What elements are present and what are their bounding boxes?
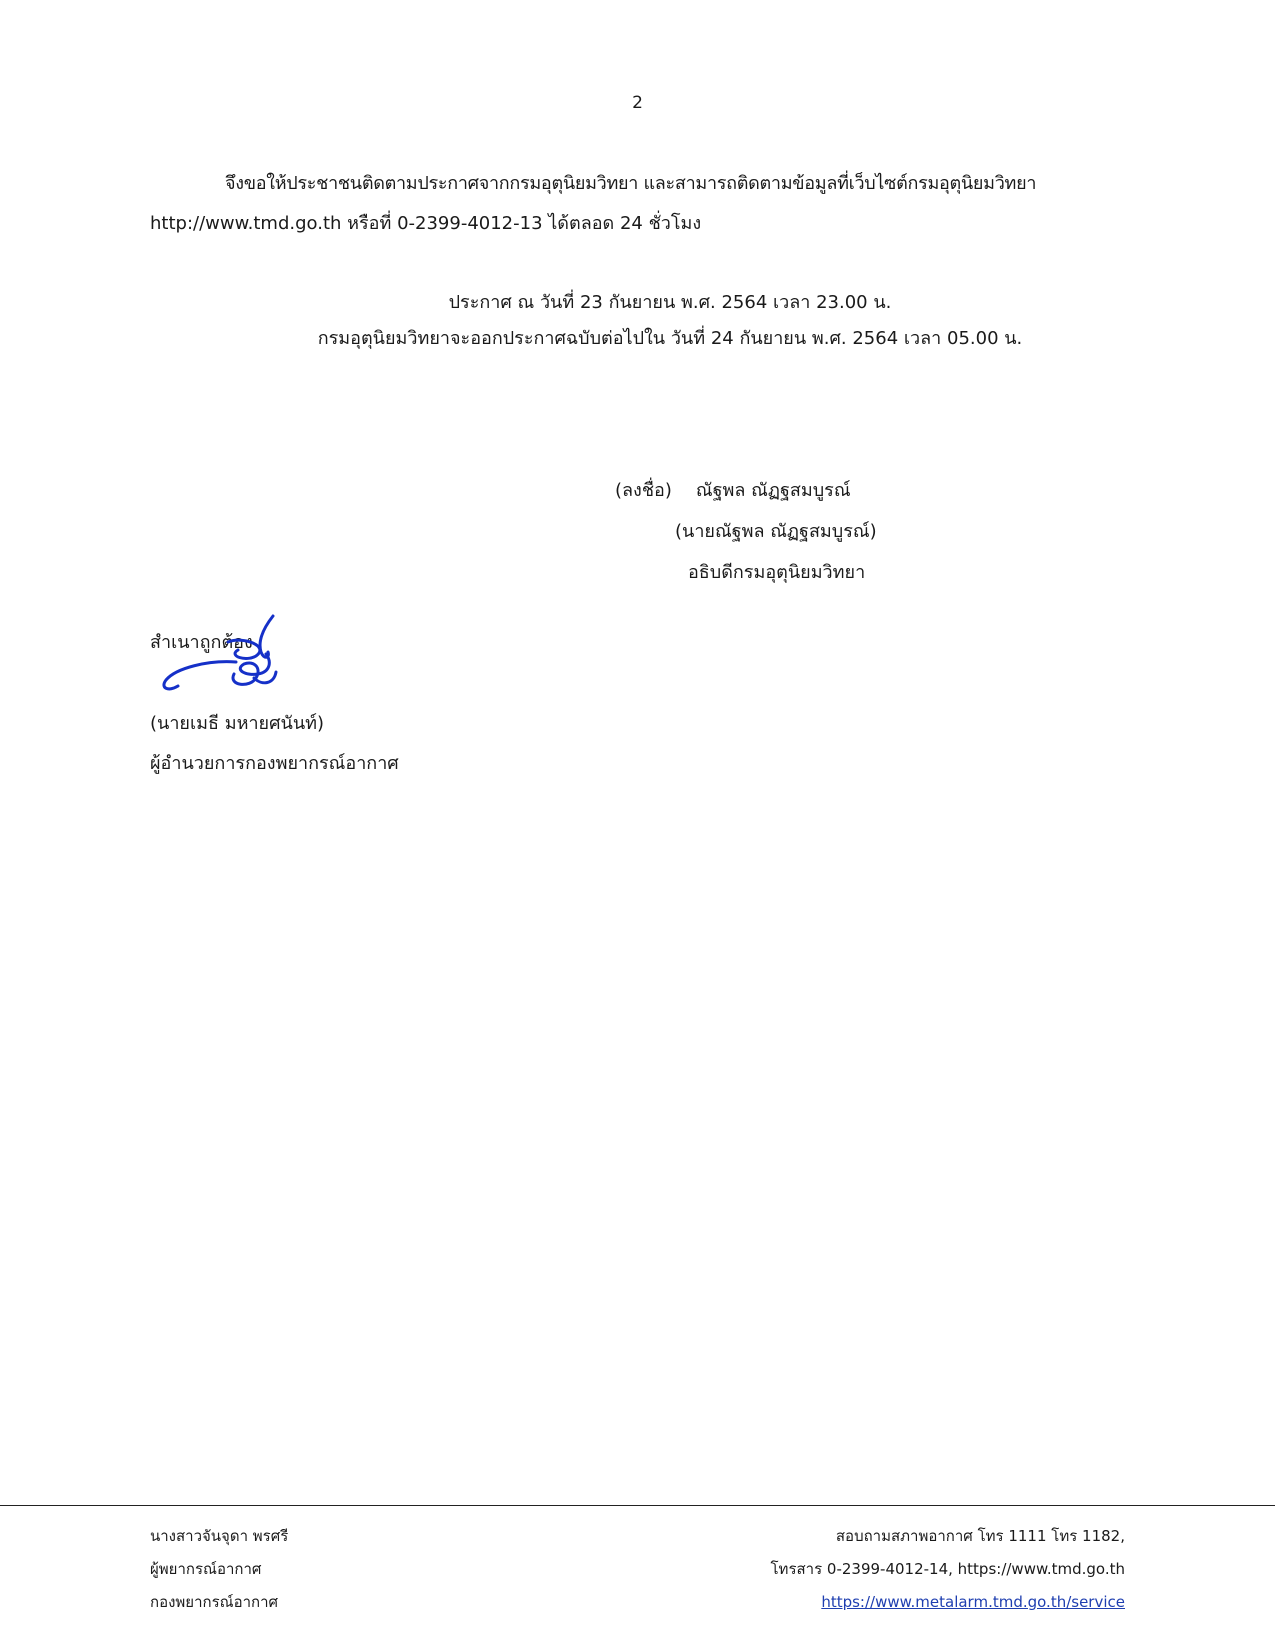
certified-copy-label: สำเนาถูกต้อง [150, 632, 253, 653]
forecaster-division: กองพยากรณ์อากาศ [150, 1593, 279, 1611]
certifier-name: (นายเมธี มหายศนันท์) [150, 713, 325, 734]
forecaster-name: นางสาวจันจุดา พรศรี [150, 1527, 289, 1545]
body-paragraph-line-1: จึงขอให้ประชาชนติดตามประกาศจากกรมอุตุนิยมวิทยา และสามารถติดตามข้อมูลที่เว็บไซต์กรมอุตุนิยมวิทยา [225, 173, 1037, 194]
contact-fax-website: โทรสาร 0-2399-4012-14, https://www.tmd.go.th [770, 1560, 1125, 1578]
certifier-position: ผู้อำนวยการกองพยากรณ์อากาศ [150, 753, 399, 774]
contact-phone: สอบถามสภาพอากาศ โทร 1111 โทร 1182, [835, 1527, 1125, 1545]
signed-name: ณัฐพล ณัฏฐสมบูรณ์ [695, 480, 851, 501]
signatory-full-name: (นายณัฐพล ณัฏฐสมบูรณ์) [675, 521, 877, 542]
metalarm-service-link[interactable]: https://www.metalarm.tmd.go.th/service [821, 1593, 1125, 1611]
forecaster-title: ผู้พยากรณ์อากาศ [150, 1560, 262, 1578]
handwritten-signature [158, 612, 288, 704]
signatory-position: อธิบดีกรมอุตุนิยมวิทยา [688, 562, 866, 583]
signed-label: (ลงชื่อ) [615, 480, 672, 501]
signature-line [615, 475, 851, 504]
next-announcement: กรมอุตุนิยมวิทยาจะออกประกาศฉบับต่อไปใน วันที่ 24 กันยายน พ.ศ. 2564 เวลา 05.00 น. [317, 328, 1023, 349]
footer-forecaster-block [150, 1520, 288, 1619]
body-paragraph-line-2: http://www.tmd.go.th หรือที่ 0-2399-4012-13 ได้ตลอด 24 ชั่วโมง [150, 213, 702, 234]
page-number: 2 [632, 93, 643, 113]
announcement-date: ประกาศ ณ วันที่ 23 กันยายน พ.ศ. 2564 เวลา 23.00 น. [448, 292, 892, 313]
footer-divider [0, 1505, 1275, 1506]
footer-contact-block [771, 1520, 1126, 1619]
